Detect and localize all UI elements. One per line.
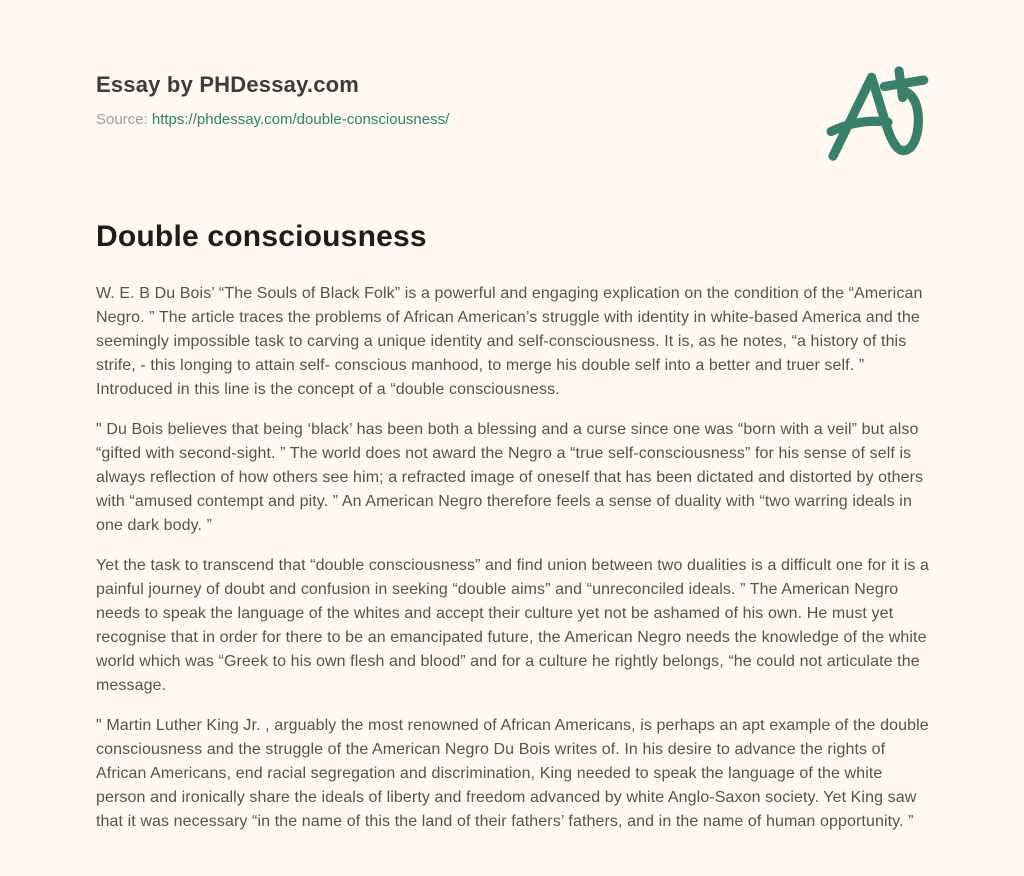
source-row: [96, 110, 930, 130]
source-label: Source:: [96, 111, 148, 128]
essay-body: [96, 282, 930, 834]
essay-paragraph-2: " Du Bois believes that being ‘black’ has been both a blessing and a curse since one was “born with a veil” but also “gifted with second-sight. ” The world does not award the Negro a “true self-consciousness” for his sense of self is always reflection of how others see him; a refracted image of oneself that has been dictated and distorted by others with “amused contempt and pity. ” An American Negro therefore feels a sense of duality with “two warring ideals in one dark body. ”: [96, 421, 924, 534]
essay-paragraph-4: " Martin Luther King Jr. , arguably the most renowned of African Americans, is perhaps an apt example of the double consciousness and the struggle of the American Negro Du Bois writes of. In his desire to advance the rights of African Americans, end racial segregation and discrimination, King needed to speak the language of the white person and ironically share the ideals of liberty and freedom advanced by white Anglo-Saxon society. Yet King saw that it was necessary “in the name of this the land of their fathers’ fathers, and in the name of human opportunity. ”: [96, 717, 929, 830]
essay-paragraph-1: W. E. B Du Bois’ “The Souls of Black Folk” is a powerful and engaging explication on the condition of the “American Negro. ” The article traces the problems of African American’s struggle with identity in white-based America and the seemingly impossible task to carving a unique identity and self-consciousness. It is, as he notes, “a history of this strife, - this longing to attain self- conscious manhood, to merge his double self into a better and truer self. ” Introduced in this line is the concept of a “double consciousness.: [96, 285, 923, 398]
essay-title: Double consciousness: [96, 220, 427, 253]
a-plus-logo-icon: [822, 64, 932, 164]
source-link[interactable]: https://phdessay.com/double-consciousness/: [151, 111, 450, 128]
essay-paragraph-3: Yet the task to transcend that “double consciousness” and find union between two dualities is a difficult one for it is a painful journey of doubt and confusion in seeking “double aims” and “unreconciled ideals. ” The American Negro needs to speak the language of the whites and accept their culture yet not be ashamed of his own. He must yet recognise that in order for there to be an emancipated future, the American Negro needs the knowledge of the white world which was “Greek to his own flesh and blood” and for a culture he rightly belongs, “he could not articulate the message.: [96, 557, 930, 694]
header-title: Essay by PHDessay.com: [96, 72, 360, 97]
page-header: [96, 72, 930, 130]
